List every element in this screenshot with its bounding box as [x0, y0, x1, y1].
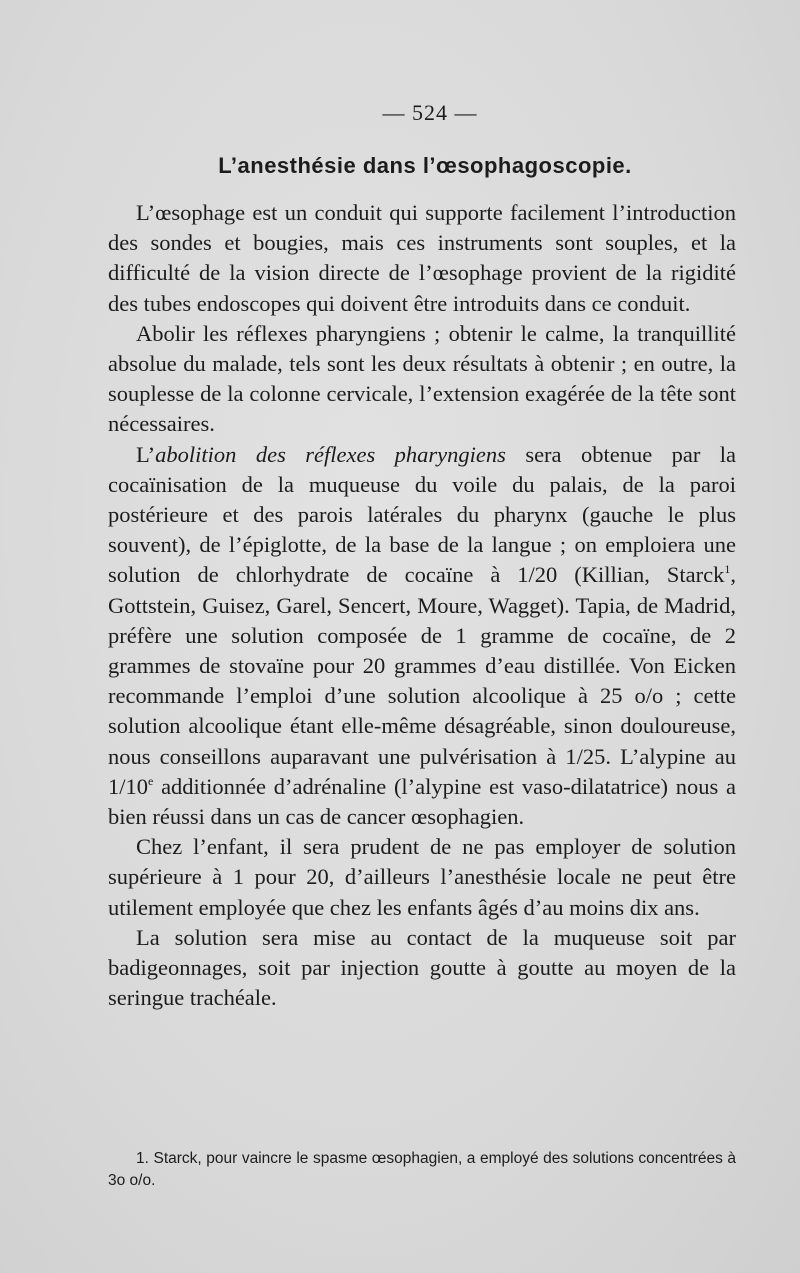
ordinal-superscript: e — [148, 773, 154, 788]
paragraph-1: L’œsophage est un conduit qui supporte facilement l’introduction des sondes et bougies, mais ces instruments sont souples, et la difficulté de la vision directe de l’œsophage provient de la rigidité des tubes endoscopes qui doivent être introduits dans ce conduit. — [108, 200, 736, 316]
page-number: — 524 — — [382, 100, 478, 125]
paragraph-3-italic-phrase: abolition des réflexes pharyngiens — [155, 441, 506, 467]
paragraph-3-text-a: sera obtenue par la cocaïnisation de la muqueuse du voile du palais, de la paroi postérieure et des parois latérales du pharynx (gauche le plus souvent), de l’épiglotte, de la base de la langue ; on emploiera une solution de chlorhydrate de cocaïne à 1/20 (Killian, Starck — [108, 441, 736, 588]
footnote-marker: 1 — [724, 562, 731, 577]
paragraph-5: La solution sera mise au contact de la muqueuse soit par badigeonnages, soit par injection goutte à goutte au moyen de la seringue trachéale. — [108, 924, 736, 1011]
paragraph-2: Abolir les réflexes pharyngiens ; obtenir le calme, la tranquillité absolue du malade, tels sont les deux résultats à obtenir ; en outre, la souplesse de la colonne cervicale, l’extension exagérée de la tête sont nécessaires. — [108, 320, 736, 437]
section-heading: L’anesthésie dans l’œsophagoscopie. — [218, 153, 632, 178]
paragraph-3-text-c: additionnée d’adrénaline (l’alypine est vaso-dilatatrice) nous a bien réussi dans un cas de cancer œsophagien. — [108, 773, 736, 830]
paragraph-3-text-b: , Gottstein, Guisez, Garel, Sencert, Moure, Wagget). Tapia, de Madrid, préfère une solution composée de 1 gramme de cocaïne, de 2 grammes de stovaïne pour 20 grammes d’eau distillée. Von Eicken recommande l’emploi d’une solution alcoolique à 25 o/o ; cette solution alcoolique étant elle-même désagréable, sinon douloureuse, nous conseillons auparavant une pulvérisation à 1/25. L’alypine au 1/10 — [108, 562, 736, 799]
paragraph-4: Chez l’enfant, il sera prudent de ne pas employer de solution supérieure à 1 pour 20, d’ailleurs l’anesthésie locale ne peut être utilement employée que chez les enfants âgés d’au moins dix ans. — [108, 834, 736, 920]
paragraph-3 — [108, 440, 736, 833]
paragraph-3-lead: L’ — [136, 441, 156, 467]
body-text — [108, 198, 736, 1013]
footnote: 1. Starck, pour vaincre le spasme œsophagien, a employé des solutions concentrées à 3o o/o. — [108, 1150, 736, 1189]
